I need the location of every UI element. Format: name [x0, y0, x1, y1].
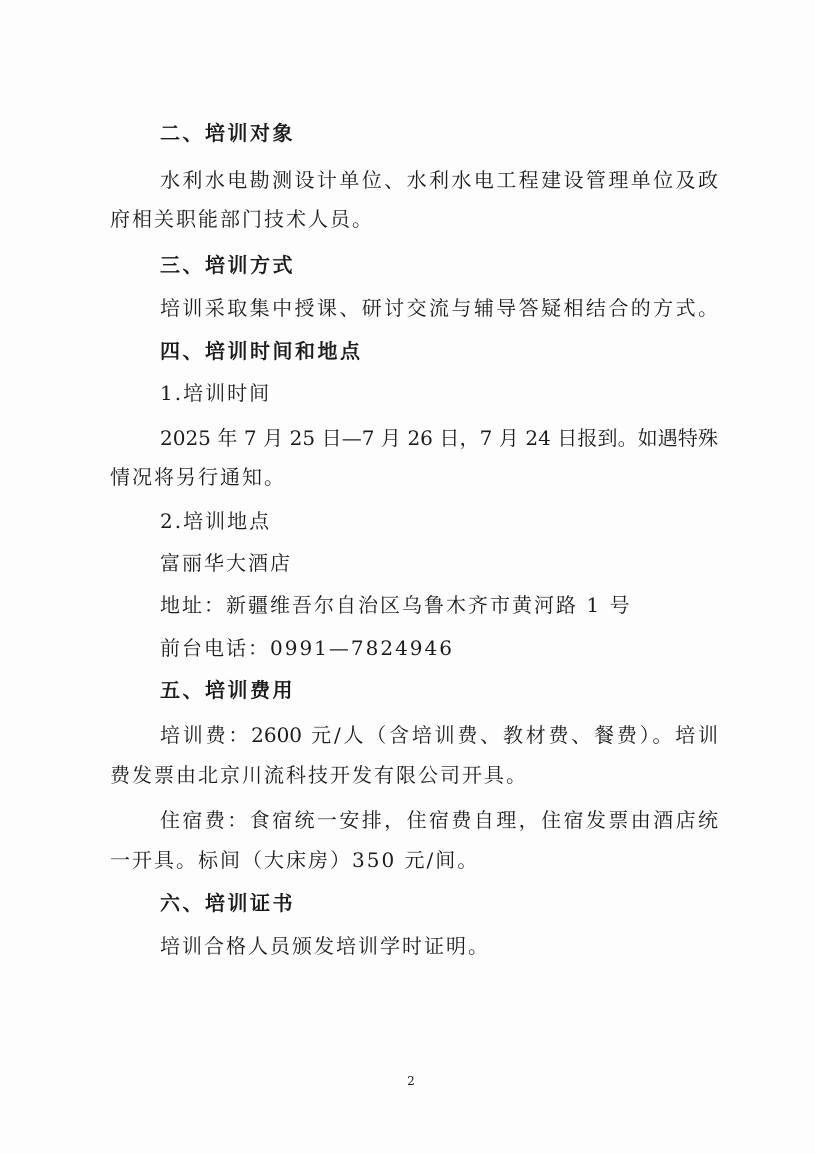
body-line: 培训费：2600 元/人（含培训费、教材费、餐费）。培训: [160, 723, 718, 747]
section-heading: 六、培训证书: [160, 891, 295, 915]
body-line: 住宿费：食宿统一安排，住宿费自理，住宿发票由酒店统: [160, 808, 718, 832]
body-line: 费发票由北京川流科技开发有限公司开具。: [110, 763, 528, 787]
front-desk-phone: 前台电话：0991—7824946: [160, 636, 454, 660]
body-line: 2025 年 7 月 25 日—7 月 26 日，7 月 24 日报到。如遇特殊: [160, 426, 718, 450]
page-number: 2: [407, 1074, 415, 1088]
body-line: 培训采取集中授课、研讨交流与辅导答疑相结合的方式。: [160, 296, 718, 320]
subsection-title: 2.培训地点: [160, 509, 272, 533]
subsection-title: 1.培训时间: [160, 381, 272, 405]
section-heading: 二、培训对象: [160, 121, 295, 145]
body-line: 情况将另行通知。: [110, 465, 286, 489]
section-heading: 三、培训方式: [160, 253, 295, 277]
body-line: 一开具。标间（大床房）350 元/间。: [110, 848, 480, 872]
body-line: 府相关职能部门技术人员。: [110, 207, 374, 231]
hotel-address: 地址：新疆维吾尔自治区乌鲁木齐市黄河路 1 号: [160, 593, 632, 617]
body-line: 培训合格人员颁发培训学时证明。: [160, 934, 490, 958]
body-line: 水利水电勘测设计单位、水利水电工程建设管理单位及政: [160, 168, 718, 192]
section-heading: 五、培训费用: [160, 678, 295, 702]
section-heading: 四、培训时间和地点: [160, 339, 363, 363]
hotel-name: 富丽华大酒店: [160, 551, 292, 575]
